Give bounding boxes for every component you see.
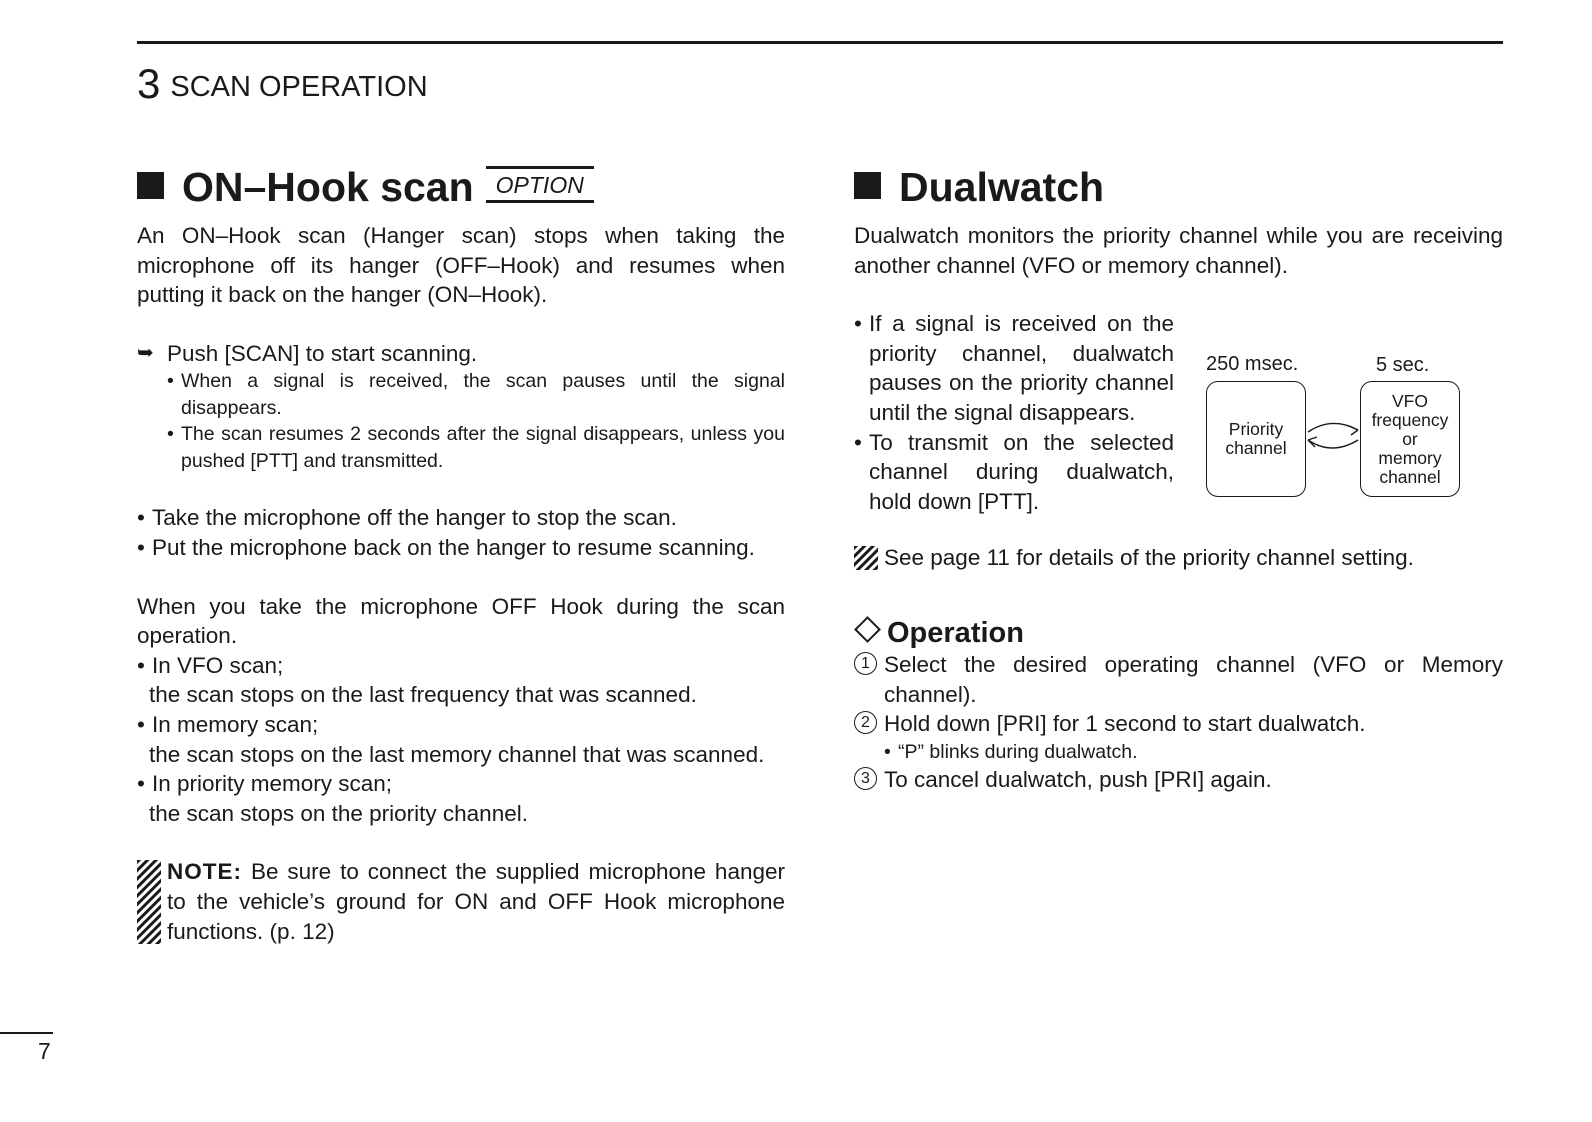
onhook-title: ON–Hook scan: [182, 164, 474, 210]
operation-step-2-sub: • “P” blinks during dualwatch.: [884, 740, 1138, 763]
chapter-title: SCAN OPERATION: [170, 71, 428, 103]
push-scan-step: [137, 339, 785, 369]
operation-heading: [854, 617, 1503, 650]
dualwatch-intro: Dualwatch monitors the priority channel while you are receiving another channel (VFO or memory channel).: [854, 223, 1503, 278]
dualwatch-bullet-1: • If a signal is received on the priority channel, dualwatch pauses on the priority channel until the signal disappears.: [854, 311, 1174, 426]
case-priority-title: • In priority memory scan;: [137, 771, 393, 797]
onhook-section: [137, 165, 785, 946]
page-number: 7: [38, 1038, 51, 1064]
push-sub-2: • The scan resumes 2 seconds after the signal disappears, unless you pushed [PTT] and transmitted.: [167, 423, 785, 472]
chapter-header: [137, 60, 428, 108]
case-vfo-title: • In VFO scan;: [137, 652, 284, 678]
section-square-icon: [137, 172, 164, 199]
case-priority-desc: the scan stops on the priority channel.: [149, 800, 528, 826]
right-time-label: 5 sec.: [1376, 354, 1430, 376]
operation-step-3: 3 To cancel dualwatch, push [PRI] again.: [854, 765, 1503, 795]
option-badge: OPTION: [486, 166, 594, 203]
push-scan-text: Push [SCAN] to start scanning.: [167, 340, 478, 366]
see-page-note: [854, 543, 1503, 573]
offhook-intro: When you take the microphone OFF Hook during the scan operation.: [137, 593, 785, 649]
see-page-text: See page 11 for details of the priority channel setting.: [884, 545, 1414, 571]
operation-title: Operation: [887, 617, 1024, 650]
onhook-bullet-2: • Put the microphone back on the hanger to resume scanning.: [137, 535, 755, 561]
dualwatch-bullets: [854, 309, 1174, 516]
section-square-icon: [854, 172, 881, 199]
case-memory-title: • In memory scan;: [137, 712, 319, 738]
switch-arrows-icon: [1304, 418, 1362, 454]
step-number-1: 1: [854, 652, 877, 675]
dualwatch-heading: [854, 165, 1503, 210]
chapter-number: 3: [137, 60, 161, 107]
note-label: NOTE:: [167, 859, 242, 885]
dualwatch-section: [854, 165, 1503, 795]
operation-step-2: 2 Hold down [PRI] for 1 second to start dualwatch.: [854, 709, 1503, 739]
dualwatch-diagram: [1206, 353, 1516, 513]
case-memory-desc: the scan stops on the last memory channel that was scanned.: [149, 741, 765, 767]
onhook-intro: An ON–Hook scan (Hanger scan) stops when taking the microphone off its hanger (OFF–Hook) and resumes when putting it back on the hanger (ON–Hook).: [137, 223, 785, 308]
left-time-label: 250 msec.: [1206, 353, 1299, 375]
caution-hatch-icon: [137, 860, 161, 944]
note-block: [137, 857, 785, 946]
arrow-right-icon: ➥: [137, 341, 154, 364]
step-number-2: 2: [854, 711, 877, 734]
caution-hatch-icon: [854, 546, 878, 570]
step-number-3: 3: [854, 767, 877, 790]
case-vfo-desc: the scan stops on the last frequency that was scanned.: [149, 682, 697, 708]
dualwatch-bullet-2: • To transmit on the selected channel during dualwatch, hold down [PTT].: [854, 429, 1174, 514]
priority-channel-box: Priority channel: [1206, 381, 1306, 497]
push-sub-1: • When a signal is received, the scan pauses until the signal disappears.: [167, 370, 785, 419]
note-text: Be sure to connect the supplied microphone hanger to the vehicle’s ground for ON and OFF Hook microphone functions. (p. 12): [167, 859, 785, 944]
operation-step-1: 1 Select the desired operating channel (VFO or Memory channel).: [854, 650, 1503, 709]
page-number-rule: [0, 1032, 53, 1034]
dualwatch-title: Dualwatch: [899, 164, 1105, 210]
vfo-memory-box: VFO frequency or memory channel: [1360, 381, 1460, 497]
diamond-icon: [854, 616, 881, 643]
onhook-heading: [137, 165, 785, 210]
header-rule: [137, 41, 1503, 44]
onhook-bullet-1: • Take the microphone off the hanger to stop the scan.: [137, 505, 677, 531]
